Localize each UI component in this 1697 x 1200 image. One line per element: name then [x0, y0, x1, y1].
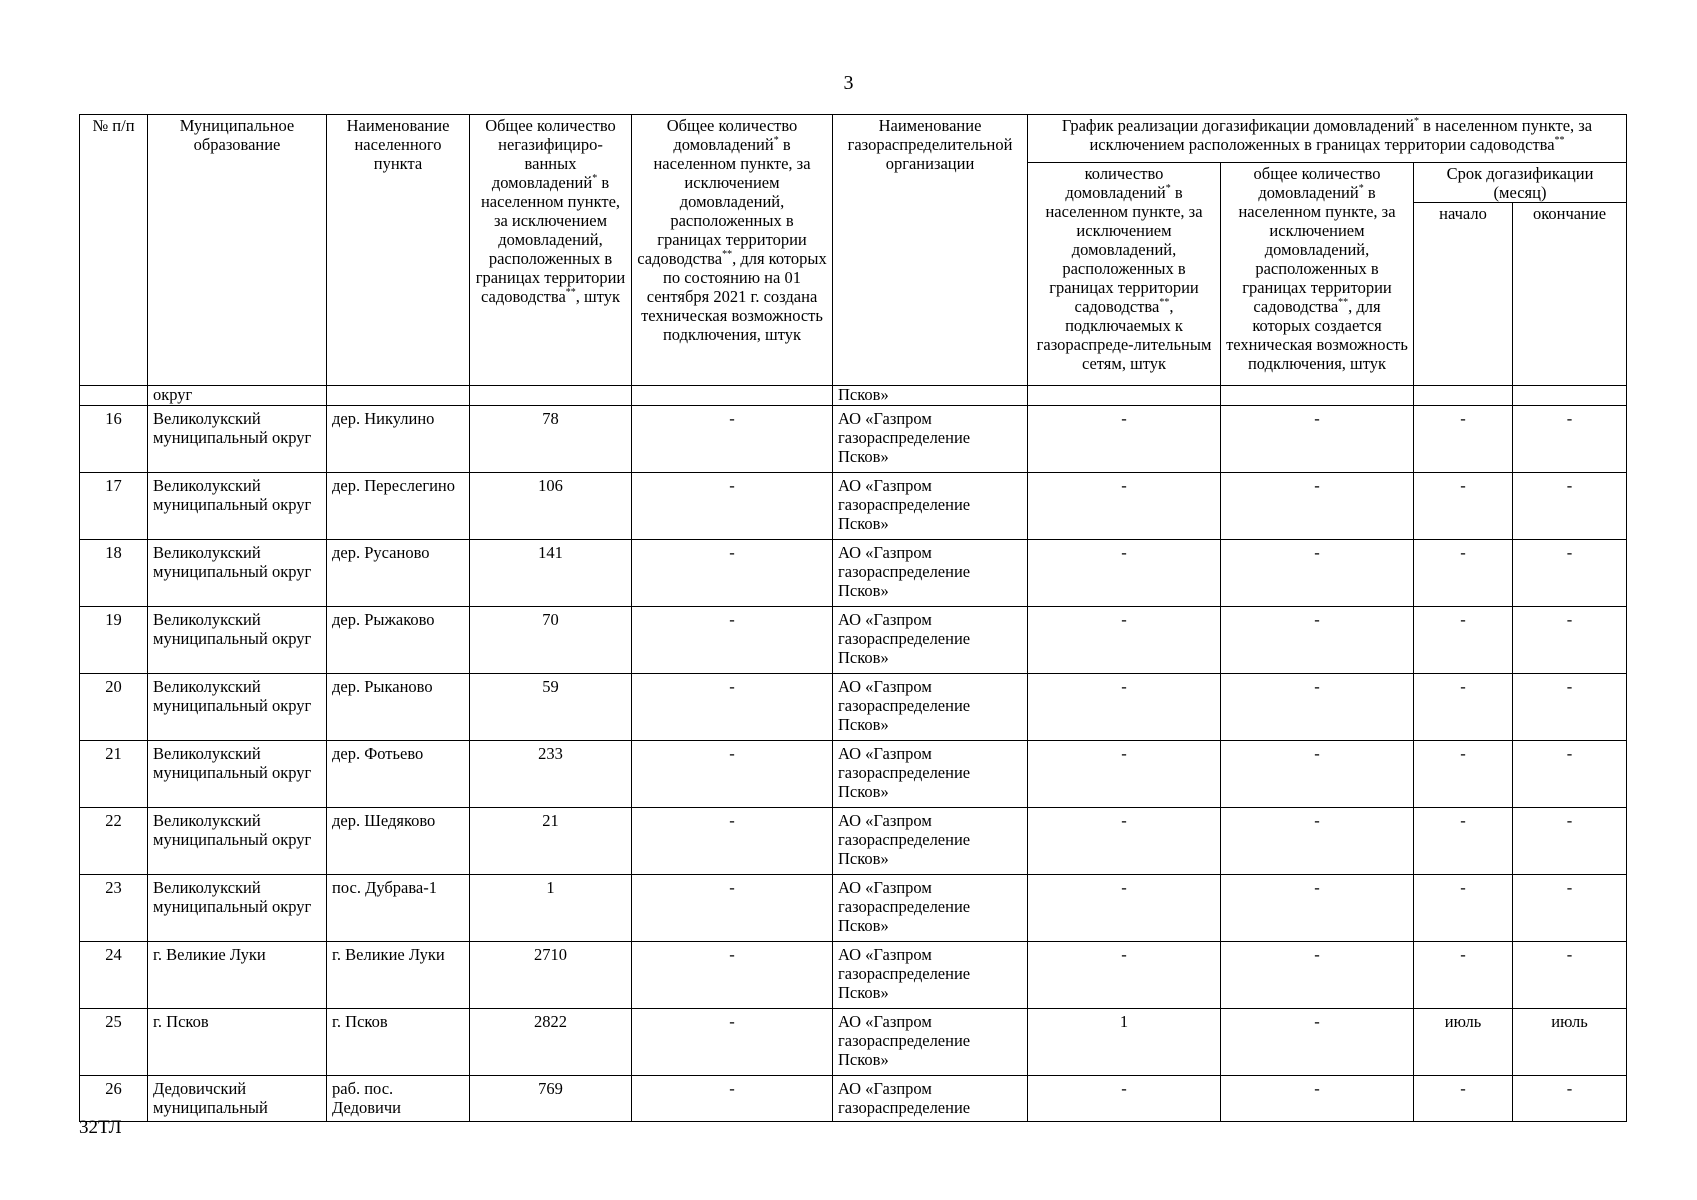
cell-settlement: дер. Русаново: [327, 540, 470, 607]
cell-gas-organization: АО «Газпром газораспределение Псков»: [833, 808, 1028, 875]
cell-start: июль: [1414, 1009, 1513, 1076]
cell-connected-count: -: [1028, 942, 1221, 1009]
header-connected-count: количество домовладений* в населенном пункте, за исключением домовладений, расположенных в границах территории садоводства**, подключаемых к газораспреде-лительным сетям, штук: [1028, 163, 1221, 386]
cell-tech-count: -: [1221, 674, 1414, 741]
cell-tech-possibility: -: [632, 942, 833, 1009]
cell-end: -: [1513, 942, 1627, 1009]
cell-tech-possibility: -: [632, 540, 833, 607]
cell-end: -: [1513, 808, 1627, 875]
cell-tech-count: -: [1221, 1009, 1414, 1076]
cell-num: 24: [80, 942, 148, 1009]
cell-settlement: дер. Фотьево: [327, 741, 470, 808]
cell-municipality: Великолукский муниципальный округ: [148, 741, 327, 808]
cell-municipality: Великолукский муниципальный округ: [148, 540, 327, 607]
cell-tech-count: -: [1221, 875, 1414, 942]
cell-tech-possibility: -: [632, 1009, 833, 1076]
cell-start: -: [1414, 406, 1513, 473]
cell-start: -: [1414, 473, 1513, 540]
table-row: [80, 741, 1627, 808]
cell-end: -: [1513, 875, 1627, 942]
cell-tech-possibility: -: [632, 1076, 833, 1122]
cell-end: -: [1513, 1076, 1627, 1122]
header-settlement: Наименование населенного пункта: [327, 115, 470, 386]
cell-connected-count: -: [1028, 1076, 1221, 1122]
cell-end: -: [1513, 473, 1627, 540]
cell-settlement: дер. Рыканово: [327, 674, 470, 741]
table-row: [80, 1009, 1627, 1076]
cell-gas-organization: АО «Газпром газораспределение: [833, 1076, 1028, 1122]
cell-start: -: [1414, 808, 1513, 875]
cell-total: 141: [470, 540, 632, 607]
cell-settlement: раб. пос. Дедовичи: [327, 1076, 470, 1122]
cell-start: -: [1414, 875, 1513, 942]
cell-tech-possibility: -: [632, 741, 833, 808]
cell-total: 59: [470, 674, 632, 741]
cell-connected-count: -: [1028, 540, 1221, 607]
table-row: [80, 875, 1627, 942]
cell-tech-count: -: [1221, 808, 1414, 875]
cell-tech-count: -: [1221, 942, 1414, 1009]
cell-tech-count: -: [1221, 540, 1414, 607]
cell-settlement: дер. Никулино: [327, 406, 470, 473]
cell-connected-count: -: [1028, 674, 1221, 741]
cell-end: -: [1513, 674, 1627, 741]
cell-num: 19: [80, 607, 148, 674]
table-row: [80, 473, 1627, 540]
table-row: [80, 942, 1627, 1009]
header-period: Срок догазификации (месяц): [1414, 163, 1627, 203]
cell-tech-count: -: [1221, 1076, 1414, 1122]
cell-gas-organization: АО «Газпром газораспределение Псков»: [833, 674, 1028, 741]
cell-settlement: дер. Переслегино: [327, 473, 470, 540]
cell-total: 769: [470, 1076, 632, 1122]
cell-num: 16: [80, 406, 148, 473]
cell-tech-count: -: [1221, 406, 1414, 473]
cell-settlement: дер. Рыжаково: [327, 607, 470, 674]
gasification-table: [79, 114, 1627, 1122]
header-start: начало: [1414, 203, 1513, 386]
continuation-municipality: округ: [148, 386, 327, 406]
cell-municipality: г. Великие Луки: [148, 942, 327, 1009]
cell-total: 233: [470, 741, 632, 808]
table-row: [80, 607, 1627, 674]
cell-settlement: г. Псков: [327, 1009, 470, 1076]
cell-end: -: [1513, 607, 1627, 674]
cell-gas-organization: АО «Газпром газораспределение Псков»: [833, 942, 1028, 1009]
cell-municipality: Дедовичский муниципальный: [148, 1076, 327, 1122]
cell-gas-organization: АО «Газпром газораспределение Псков»: [833, 1009, 1028, 1076]
cell-start: -: [1414, 942, 1513, 1009]
cell-connected-count: -: [1028, 473, 1221, 540]
header-total-non-gasified: Общее количество негазифициро-ванных домовладений* в населенном пункте, за исключением домовладений, расположенных в границах территории садоводства**, штук: [470, 115, 632, 386]
cell-tech-count: -: [1221, 741, 1414, 808]
header-municipality: Муниципальное образование: [148, 115, 327, 386]
cell-gas-organization: АО «Газпром газораспределение Псков»: [833, 473, 1028, 540]
cell-num: 20: [80, 674, 148, 741]
cell-municipality: Великолукский муниципальный округ: [148, 674, 327, 741]
cell-connected-count: -: [1028, 808, 1221, 875]
cell-municipality: Великолукский муниципальный округ: [148, 875, 327, 942]
cell-start: -: [1414, 1076, 1513, 1122]
cell-municipality: Великолукский муниципальный округ: [148, 607, 327, 674]
cell-municipality: Великолукский муниципальный округ: [148, 473, 327, 540]
cell-gas-organization: АО «Газпром газораспределение Псков»: [833, 406, 1028, 473]
cell-end: -: [1513, 540, 1627, 607]
page-number: 3: [843, 72, 854, 94]
cell-connected-count: -: [1028, 741, 1221, 808]
header-end: окончание: [1513, 203, 1627, 386]
cell-municipality: Великолукский муниципальный округ: [148, 406, 327, 473]
header-tech-count: общее количество домовладений* в населенном пункте, за исключением домовладений, расположенных в границах территории садоводства**, для которых создается техническая возможность подключения, штук: [1221, 163, 1414, 386]
cell-connected-count: -: [1028, 607, 1221, 674]
cell-tech-count: -: [1221, 607, 1414, 674]
cell-settlement: пос. Дубрава-1: [327, 875, 470, 942]
cell-num: 21: [80, 741, 148, 808]
cell-gas-organization: АО «Газпром газораспределение Псков»: [833, 875, 1028, 942]
cell-end: июль: [1513, 1009, 1627, 1076]
cell-num: 18: [80, 540, 148, 607]
cell-total: 21: [470, 808, 632, 875]
cell-total: 2822: [470, 1009, 632, 1076]
table-row: [80, 540, 1627, 607]
cell-gas-organization: АО «Газпром газораспределение Псков»: [833, 540, 1028, 607]
cell-connected-count: 1: [1028, 1009, 1221, 1076]
cell-municipality: г. Псков: [148, 1009, 327, 1076]
cell-num: 26: [80, 1076, 148, 1122]
cell-tech-count: -: [1221, 473, 1414, 540]
cell-start: -: [1414, 607, 1513, 674]
header-num: № п/п: [80, 115, 148, 386]
cell-settlement: дер. Шедяково: [327, 808, 470, 875]
cell-tech-possibility: -: [632, 607, 833, 674]
header-gas-organization: Наименование газораспределительной организации: [833, 115, 1028, 386]
cell-start: -: [1414, 674, 1513, 741]
table-row: [80, 406, 1627, 473]
header-schedule: График реализации догазификации домовладений* в населенном пункте, за исключением расположенных в границах территории садоводства**: [1028, 115, 1627, 163]
table-row: [80, 808, 1627, 875]
cell-total: 70: [470, 607, 632, 674]
cell-num: 23: [80, 875, 148, 942]
cell-total: 78: [470, 406, 632, 473]
cell-settlement: г. Великие Луки: [327, 942, 470, 1009]
cell-tech-possibility: -: [632, 808, 833, 875]
cell-tech-possibility: -: [632, 875, 833, 942]
header-total-tech-possibility: Общее количество домовладений* в населенном пункте, за исключением домовладений, расположенных в границах территории садоводства**, для которых по состоянию на 01 сентября 2021 г. создана техническая возможность подключения, штук: [632, 115, 833, 386]
cell-start: -: [1414, 540, 1513, 607]
cell-tech-possibility: -: [632, 473, 833, 540]
cell-total: 2710: [470, 942, 632, 1009]
cell-gas-organization: АО «Газпром газораспределение Псков»: [833, 741, 1028, 808]
cell-gas-organization: АО «Газпром газораспределение Псков»: [833, 607, 1028, 674]
table-row: [80, 674, 1627, 741]
cell-connected-count: -: [1028, 875, 1221, 942]
continuation-org: Псков»: [833, 386, 1028, 406]
cell-connected-count: -: [1028, 406, 1221, 473]
continuation-row: [80, 386, 1627, 406]
cell-municipality: Великолукский муниципальный округ: [148, 808, 327, 875]
cell-total: 106: [470, 473, 632, 540]
footer-code: 32ТЛ: [79, 1117, 122, 1138]
cell-end: -: [1513, 741, 1627, 808]
cell-num: 22: [80, 808, 148, 875]
cell-total: 1: [470, 875, 632, 942]
cell-tech-possibility: -: [632, 674, 833, 741]
cell-num: 25: [80, 1009, 148, 1076]
cell-end: -: [1513, 406, 1627, 473]
cell-num: 17: [80, 473, 148, 540]
cell-tech-possibility: -: [632, 406, 833, 473]
table-row: [80, 1076, 1627, 1122]
cell-start: -: [1414, 741, 1513, 808]
